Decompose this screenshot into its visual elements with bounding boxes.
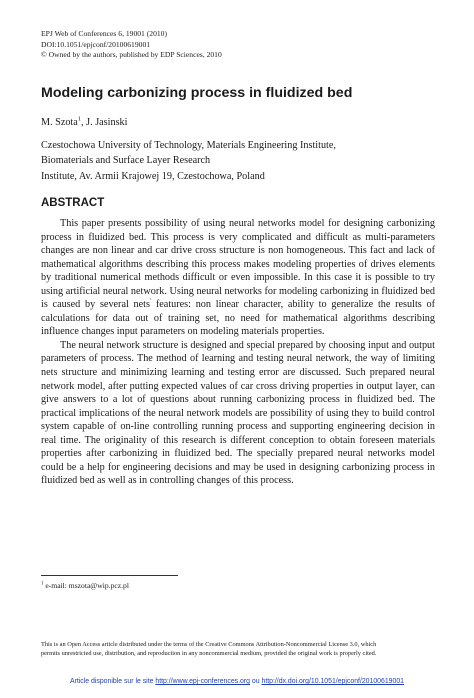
author-name: M. Szota <box>41 117 78 128</box>
availability-separator: ou <box>249 678 262 685</box>
affiliation <box>41 138 336 184</box>
journal-header <box>41 29 222 61</box>
author-list <box>41 116 127 130</box>
footnote-mark: 1 <box>41 581 44 587</box>
footnote-divider <box>41 575 178 576</box>
affiliation-line: Czestochowa University of Technology, Materials Engineering Institute, <box>41 140 336 151</box>
abstract-text: features: non linear character, ability to generalize the results of calculations for data out of training set, no need for mathematical algorithms describing influence changes input parameters on modeling materials properties. <box>41 299 435 338</box>
author-footnote-mark: 1 <box>77 115 82 123</box>
availability-prefix: Article disponible sur le site <box>69 678 156 685</box>
abstract-paragraph <box>41 217 435 339</box>
abstract-heading: ABSTRACT <box>41 197 105 209</box>
abstract-text: This paper presents possibility of using neural networks model for designing carbonizing process in fluidized bed. This process is very complicated and difficult as multi-parameters changes are non linear and car drive cross structure is non homogeneous. This fact and lack of mathematical algorithms describing this process makes modeling properties of drives elements by traditional numerical methods difficult or even impossible. In this case it is possible to try using artificial neural network. Using neural networks for modeling carbonizing in fluidized bed is caused by several nets <box>41 218 435 311</box>
license-notice <box>41 640 437 659</box>
author-name: J. Jasinski <box>86 117 128 128</box>
apostrophe-mark: ' <box>149 297 152 305</box>
abstract-paragraph: The neural network structure is designed and special prepared by choosing input and output parameters of process. The method of learning and testing neural network, the way of limiting nets structure and minimizing learning and testing error are discussed. Such prepared neural network model, after putting expected values of car cross driving properties in output layer, can give answers to a lot of questions about running carbonizing process in fluidized bed. The practical implications of the neural network models are possibility of using they to build control system capable of on-line controlling running process and supporting engineering decision in real time. The originality of this research is different conception to obtain foreseen materials properties after carbonizing in fluidized bed. The specially prepared neural networks model could be a help for engineering decisions and may be used in designing carbonizing process in fluidized bed as well as in controlling changes of this process. <box>41 339 435 487</box>
affiliation-line: Biomaterials and Surface Layer Research <box>41 155 211 167</box>
license-line: permits unrestricted use, distribution, and reproduction in any noncommercial medium, provided the original work is properly cited. <box>41 650 377 658</box>
license-line: This is an Open Access article distributed under the terms of the Creative Commons Attribution-Noncommercial License 3.0, which <box>41 641 377 648</box>
journal-citation: EPJ Web of Conferences 6, 19001 (2010) <box>41 29 167 38</box>
footnote-email: e-mail: mszota@wip.pcz.pl <box>43 581 129 590</box>
copyright-line: © Owned by the authors, published by EDP Sciences, 2010 <box>41 50 222 59</box>
affiliation-line: Institute, Av. Armii Krajowej 19, Czestochowa, Poland <box>41 170 265 182</box>
paper-title: Modeling carbonizing process in fluidized bed <box>41 85 353 101</box>
footnote <box>41 581 129 591</box>
author-separator: , <box>81 117 87 128</box>
doi-line: DOI:10.1051/epjconf/20100619001 <box>41 39 151 49</box>
doi-link[interactable]: http://dx.doi.org/10.1051/epjconf/20100619001 <box>261 678 405 685</box>
availability-bar <box>0 677 474 687</box>
conference-site-link[interactable]: http://www.epj-conferences.org <box>155 678 250 685</box>
abstract-body <box>41 217 435 488</box>
